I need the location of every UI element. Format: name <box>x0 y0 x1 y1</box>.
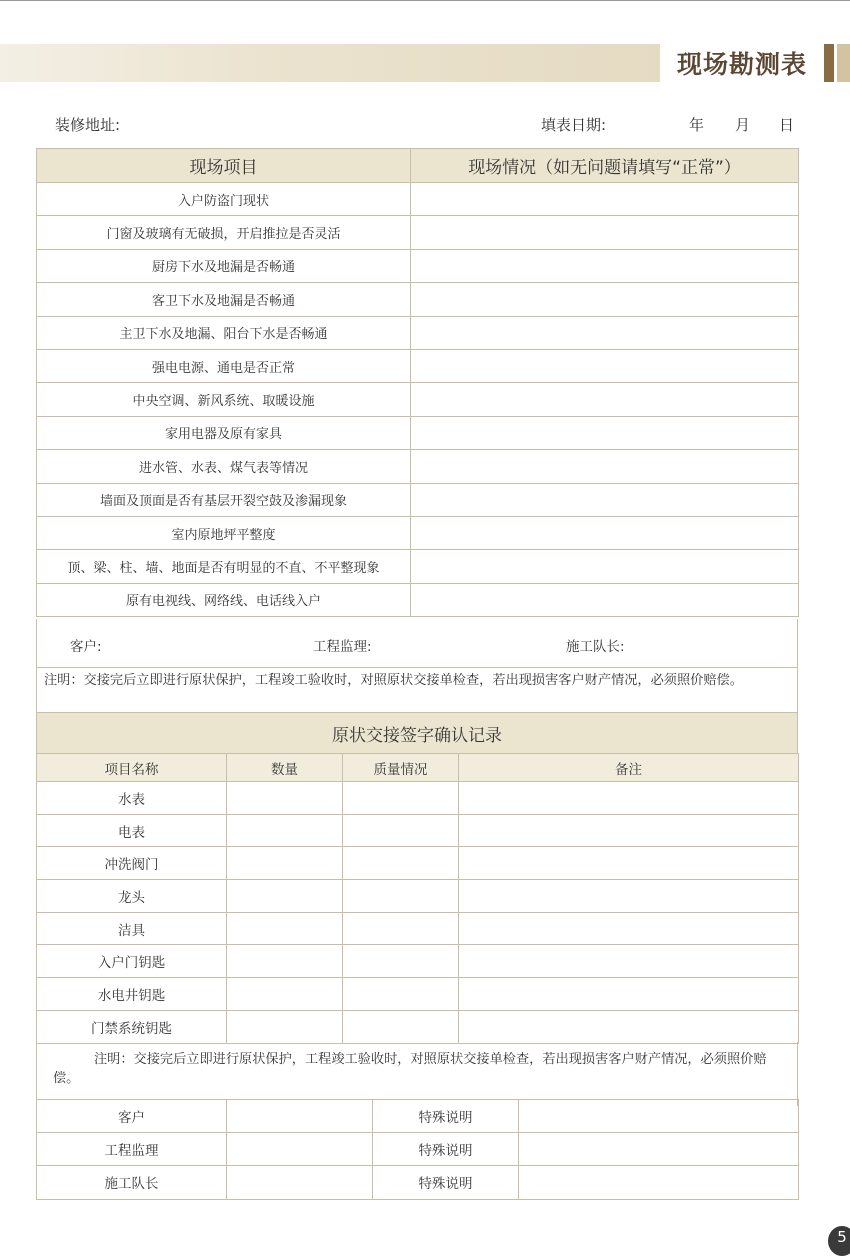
survey-item: 墙面及顶面是否有基层开裂空鼓及渗漏现象 <box>37 483 411 516</box>
handover-col-name: 项目名称 <box>37 754 227 782</box>
qty-cell[interactable] <box>227 880 343 913</box>
title-accent-bar-light <box>837 44 850 82</box>
table-row <box>37 316 799 349</box>
qty-cell[interactable] <box>227 782 343 815</box>
table-row <box>37 1010 799 1043</box>
handover-col-quality: 质量情况 <box>343 754 459 782</box>
handover-note: 注明：交接完后立即进行原状保护，工程竣工验收时，对照原状交接单检查，若出现损害客户财产情况，必须照价赔偿。 <box>36 1042 798 1106</box>
survey-item: 进水管、水表、煤气表等情况 <box>37 450 411 483</box>
signoff-table <box>36 1099 799 1200</box>
remark-cell[interactable] <box>459 847 799 880</box>
header-banner <box>0 44 660 82</box>
signoff-role: 客户 <box>37 1100 227 1133</box>
table-row <box>37 945 799 978</box>
qty-cell[interactable] <box>227 945 343 978</box>
survey-item: 主卫下水及地漏、阳台下水是否畅通 <box>37 316 411 349</box>
survey-item: 家用电器及原有家具 <box>37 416 411 449</box>
remark-cell[interactable] <box>459 782 799 815</box>
quality-cell[interactable] <box>343 880 459 913</box>
survey-item: 室内原地坪平整度 <box>37 516 411 549</box>
table-row <box>37 880 799 913</box>
survey-status-cell[interactable] <box>411 516 799 549</box>
remark-cell[interactable] <box>459 912 799 945</box>
survey-item: 原有电视线、网络线、电话线入户 <box>37 583 411 616</box>
survey-status-cell[interactable] <box>411 349 799 382</box>
handover-col-qty: 数量 <box>227 754 343 782</box>
special-note-label: 特殊说明 <box>373 1133 519 1166</box>
table-row <box>37 183 799 216</box>
table-row <box>37 383 799 416</box>
month-label: 月 <box>735 116 751 134</box>
survey-col-status: 现场情况（如无问题请填写“正常”） <box>411 149 799 183</box>
page-number: 5 <box>828 1226 850 1256</box>
survey-col-item: 现场项目 <box>37 149 411 183</box>
page-title: 现场勘测表 <box>676 50 807 79</box>
survey-status-cell[interactable] <box>411 583 799 616</box>
table-row <box>37 912 799 945</box>
table-row <box>37 450 799 483</box>
supervisor-sign-label: 工程监理: <box>313 639 372 655</box>
customer-sign-label: 客户: <box>70 639 102 655</box>
special-note-cell[interactable] <box>519 1133 799 1166</box>
table-row <box>37 416 799 449</box>
handover-table <box>36 753 799 1044</box>
table-row <box>37 782 799 815</box>
table-row <box>37 978 799 1011</box>
qty-cell[interactable] <box>227 978 343 1011</box>
handover-item: 水表 <box>37 782 227 815</box>
survey-signature-row <box>36 619 798 667</box>
survey-status-cell[interactable] <box>411 183 799 216</box>
special-note-cell[interactable] <box>519 1166 799 1199</box>
handover-item: 入户门钥匙 <box>37 945 227 978</box>
survey-note: 注明：交接完后立即进行原状保护，工程竣工验收时，对照原状交接单检查，若出现损害客户财产情况，必须照价赔偿。 <box>36 667 798 716</box>
survey-item: 厨房下水及地漏是否畅通 <box>37 249 411 282</box>
handover-item: 门禁系统钥匙 <box>37 1010 227 1043</box>
handover-col-remark: 备注 <box>459 754 799 782</box>
special-note-cell[interactable] <box>519 1100 799 1133</box>
address-label: 装修地址: <box>55 116 121 134</box>
remark-cell[interactable] <box>459 880 799 913</box>
survey-status-cell[interactable] <box>411 416 799 449</box>
signature-cell[interactable] <box>227 1100 373 1133</box>
title-accent-bar <box>824 44 834 82</box>
table-row <box>37 516 799 549</box>
handover-item: 电表 <box>37 814 227 847</box>
handover-item: 洁具 <box>37 912 227 945</box>
leader-sign-label: 施工队长: <box>566 639 625 655</box>
table-row <box>37 550 799 583</box>
quality-cell[interactable] <box>343 945 459 978</box>
quality-cell[interactable] <box>343 814 459 847</box>
qty-cell[interactable] <box>227 847 343 880</box>
survey-table <box>36 148 799 617</box>
quality-cell[interactable] <box>343 912 459 945</box>
survey-header-row <box>37 149 799 183</box>
remark-cell[interactable] <box>459 978 799 1011</box>
survey-status-cell[interactable] <box>411 249 799 282</box>
qty-cell[interactable] <box>227 814 343 847</box>
survey-item: 中央空调、新风系统、取暖设施 <box>37 383 411 416</box>
quality-cell[interactable] <box>343 847 459 880</box>
survey-status-cell[interactable] <box>411 383 799 416</box>
survey-item: 入户防盗门现状 <box>37 183 411 216</box>
table-row <box>37 814 799 847</box>
table-row <box>37 283 799 316</box>
survey-item: 强电电源、通电是否正常 <box>37 349 411 382</box>
date-label: 填表日期: <box>541 116 607 134</box>
quality-cell[interactable] <box>343 782 459 815</box>
special-note-label: 特殊说明 <box>373 1166 519 1199</box>
table-row <box>37 583 799 616</box>
qty-cell[interactable] <box>227 1010 343 1043</box>
survey-status-cell[interactable] <box>411 483 799 516</box>
table-row <box>37 216 799 249</box>
table-row <box>37 1100 799 1133</box>
table-row <box>37 1166 799 1199</box>
handover-item: 冲洗阀门 <box>37 847 227 880</box>
handover-item: 龙头 <box>37 880 227 913</box>
survey-status-cell[interactable] <box>411 216 799 249</box>
remark-cell[interactable] <box>459 814 799 847</box>
survey-item: 客卫下水及地漏是否畅通 <box>37 283 411 316</box>
remark-cell[interactable] <box>459 945 799 978</box>
quality-cell[interactable] <box>343 1010 459 1043</box>
table-row <box>37 349 799 382</box>
table-row <box>37 483 799 516</box>
table-row <box>37 1133 799 1166</box>
handover-title: 原状交接签字确认记录 <box>36 712 798 754</box>
table-row <box>37 249 799 282</box>
signature-cell[interactable] <box>227 1133 373 1166</box>
survey-status-cell[interactable] <box>411 283 799 316</box>
day-label: 日 <box>779 116 795 134</box>
remark-cell[interactable] <box>459 1010 799 1043</box>
handover-item: 水电井钥匙 <box>37 978 227 1011</box>
quality-cell[interactable] <box>343 978 459 1011</box>
year-label: 年 <box>689 116 705 134</box>
special-note-label: 特殊说明 <box>373 1100 519 1133</box>
handover-header-row <box>37 754 799 782</box>
survey-status-cell[interactable] <box>411 550 799 583</box>
survey-status-cell[interactable] <box>411 450 799 483</box>
signoff-role: 施工队长 <box>37 1166 227 1199</box>
table-row <box>37 847 799 880</box>
top-rule <box>0 0 850 1</box>
signoff-role: 工程监理 <box>37 1133 227 1166</box>
survey-item: 顶、梁、柱、墙、地面是否有明显的不直、不平整现象 <box>37 550 411 583</box>
survey-item: 门窗及玻璃有无破损，开启推拉是否灵活 <box>37 216 411 249</box>
signature-cell[interactable] <box>227 1166 373 1199</box>
form-header <box>55 112 795 136</box>
survey-status-cell[interactable] <box>411 316 799 349</box>
qty-cell[interactable] <box>227 912 343 945</box>
